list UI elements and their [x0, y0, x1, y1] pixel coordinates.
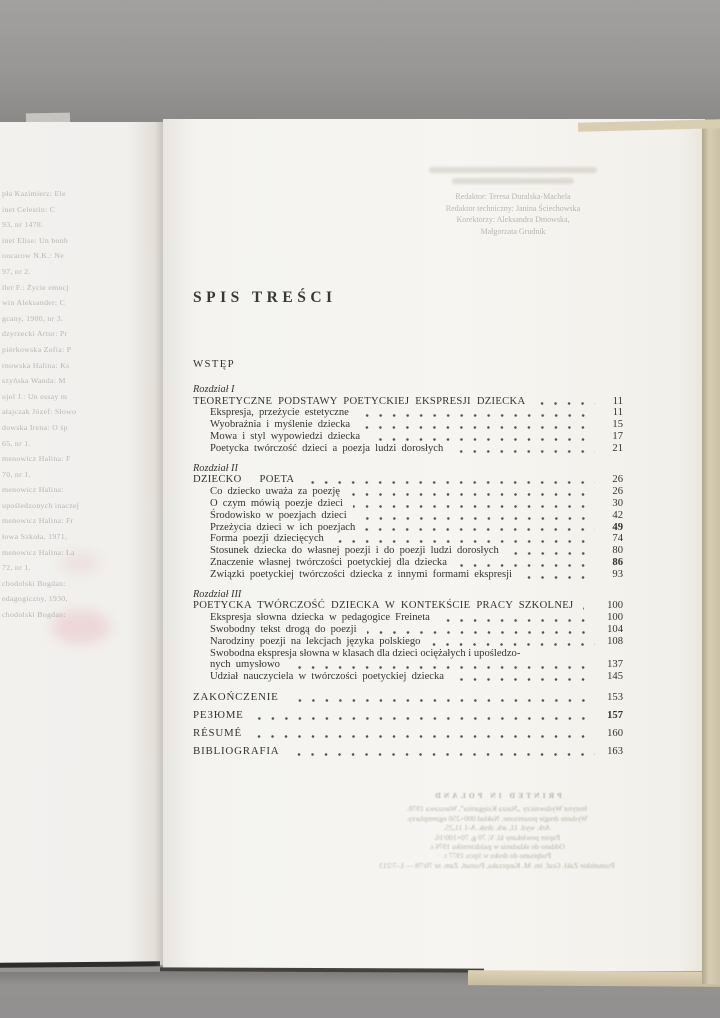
illegible-bleedthrough-line [452, 178, 574, 184]
toc-entry [193, 474, 623, 486]
toc-entry [193, 557, 623, 569]
print-info-line: Podpisano do druku w lipcu 1977 r. [442, 851, 552, 861]
bleedthrough-fragment: chodolski Bogdan: [2, 578, 66, 588]
toc-entry-page: 160 [607, 728, 623, 740]
book-fore-edge [702, 127, 720, 984]
toc-backmatter [193, 692, 623, 758]
dot-leader [357, 517, 595, 520]
bleedthrough-fragment: dzyrzecki Artur: Pr [2, 329, 68, 339]
dot-leader [290, 666, 595, 669]
toc-entry [193, 486, 623, 498]
toc-entry [193, 569, 623, 581]
toc-entry-page: 145 [607, 671, 623, 683]
toc-entry-page: 15 [612, 419, 623, 431]
print-info-line: Poznańskie Zakł. Graf. im. M. Kasprzaka, Poznań. Zam. nr 70/78 — L-7/213 [379, 860, 615, 870]
toc-entry-label: Forma poezji dziecięcych [210, 533, 324, 545]
toc-entry-label: Ekspresja słowna dziecka w pedagogice Freineta [210, 612, 430, 624]
toc-entry [193, 419, 623, 431]
toc-entry-page: 108 [607, 635, 623, 647]
dot-leader [453, 450, 595, 453]
toc-entry-label: Ekspresja, przeżycie estetyczne [210, 407, 349, 419]
chapter-items [193, 407, 623, 454]
print-info-line: Oddano do składania w październiku 1976 r. [429, 842, 565, 852]
toc-entry-label: TEORETYCZNE PODSTAWY POETYCKIEJ EKSPRESJI DZIECKA [193, 395, 526, 407]
toc-entry [193, 600, 623, 612]
toc-entry-page: 100 [607, 600, 623, 612]
toc-entry [193, 624, 623, 636]
toc-entry-page: 42 [612, 509, 623, 521]
print-info-line: Papier powlekany kl. V, 70 g, 70×100/16. [433, 832, 561, 842]
toc-entry-label: Stosunek dziecka do własnej poezji i do poezji ludzi dorosłych [210, 545, 499, 557]
dot-leader [509, 552, 595, 555]
chapter-kicker: Rozdział II [193, 462, 238, 474]
left-page-bottom-edge [0, 961, 160, 967]
toc-entry [193, 671, 623, 683]
print-info-line: Instytut Wydawniczy „Nasza Księgarnia”, Warszawa 1978. [406, 804, 588, 814]
dot-leader [254, 717, 595, 720]
bleedthrough-fragment: menowicz Halina: Fr [2, 516, 74, 526]
dot-leader [365, 528, 595, 531]
toc-entry-label: nych umysłowo [210, 659, 280, 671]
dot-leader [334, 540, 595, 543]
bleedthrough-fragment: ller F.: Życie emocj [2, 282, 69, 292]
toc-entry-page: 26 [612, 474, 623, 486]
dot-leader [440, 619, 595, 622]
bleedthrough-fragment: menowicz Halina: [2, 485, 64, 495]
toc-entry-label: Co dziecko uważa za poezję [210, 486, 340, 498]
bleedthrough-fragment: oncarow N.K.: Ne [2, 251, 64, 261]
toc-entry-label: Swobodna ekspresja słowna w klasach dla dzieci ociężałych i upośledzo- [210, 647, 521, 659]
toc-intro-label: WSTĘP [193, 358, 235, 370]
bleedthrough-fragment: win Aleksander: C [2, 298, 66, 308]
bleedthrough-fragment: menowicz Halina: La [2, 547, 75, 557]
toc-entry-page: 153 [607, 691, 623, 703]
scanner-background-top [0, 0, 720, 123]
toc-entry-label: DZIECKO POETA [193, 474, 295, 486]
toc [193, 359, 623, 764]
bleedthrough-fragment: 93, nr 1478. [2, 220, 44, 230]
bleedthrough-fragment: upośledzonych inaczej [2, 500, 80, 510]
illegible-bleedthrough-line [429, 167, 597, 173]
toc-chapter [193, 589, 623, 683]
dot-leader [367, 631, 595, 634]
toc-entry-page: 163 [607, 746, 623, 758]
bleedthrough-fragment: ałajczak Józef: Słowo [2, 407, 77, 417]
toc-entry-label: РЕЗЮМЕ [193, 709, 244, 722]
toc-entry-label: RÉSUMÉ [193, 727, 242, 740]
pink-stain [52, 610, 110, 644]
bleedthrough-fragment: 72, nr 1. [2, 563, 31, 573]
toc-chapter [193, 463, 623, 581]
bleedthrough-fragment: 97, nr 2. [2, 266, 31, 276]
print-info-mirrored [313, 791, 681, 870]
toc-entry-label: BIBLIOGRAFIA [193, 745, 280, 758]
bleedthrough-fragment: dowska Irena: O śp [2, 422, 68, 432]
toc-intro-entry [193, 359, 623, 371]
chapter-items [193, 486, 623, 580]
bleedthrough-fragment: inet Elise: Un bonh [2, 235, 69, 245]
toc-entry [193, 443, 623, 455]
chapter-items [193, 612, 623, 683]
toc-entry-label: Mowa i styl wypowiedzi dziecka [210, 430, 361, 442]
publisher-credits [363, 167, 663, 237]
dot-leader [289, 753, 595, 756]
toc-entry [193, 545, 623, 557]
toc-entry-page: 137 [607, 659, 623, 671]
print-info-line: Wydanie drugie poszerzone. Nakład 000+250 egzemplarzy. [406, 813, 588, 823]
bleedthrough-fragment: rnowska Halina: Ks [2, 360, 70, 370]
bleedthrough-fragment: 65, nr 1. [2, 438, 31, 448]
toc-entry-page: 11 [612, 407, 623, 419]
toc-entry-label: Udział nauczyciela w twórczości poetyckiej dziecka [210, 671, 444, 683]
toc-entry-page: 30 [612, 497, 623, 509]
dot-leader [583, 607, 595, 610]
bleedthrough-fragment: inet Celestin: C [2, 204, 56, 214]
dot-leader [360, 426, 595, 429]
bleedthrough-fragment: szyńska Wanda: M [2, 376, 66, 386]
bleedthrough-fragment: 70, nr 1. [2, 469, 31, 479]
toc-entry [193, 636, 623, 648]
dot-leader [289, 699, 595, 702]
toc-entry-label: Znaczenie własnej twórczości poetyckiej dla dziecka [210, 556, 447, 568]
toc-entry [193, 746, 623, 758]
toc-entry-page: 11 [612, 395, 623, 407]
toc-entry-label: Wyobraźnia i myślenie dziecka [210, 419, 351, 431]
publisher-credit-lines [363, 191, 663, 237]
toc-entry-label: Środowisko w poezjach dzieci [210, 509, 347, 521]
toc-entry-page: 26 [612, 486, 623, 498]
bleedthrough-fragment: ujol J.: Un essay m [2, 391, 68, 401]
dot-leader [304, 481, 595, 484]
toc-entry [193, 396, 623, 408]
toc-entry-page: 100 [607, 612, 623, 624]
toc-entry-label: O czym mówią poezje dzieci [210, 497, 343, 509]
toc-entry [193, 498, 623, 510]
publisher-credit-line: Korektorzy: Aleksandra Dmowska, [456, 215, 570, 225]
toc-entry-page: 86 [612, 556, 623, 568]
pink-stain [60, 552, 100, 574]
toc-entry-page: 157 [607, 710, 623, 722]
toc-entry-label: Związki poetyckiej twórczości dziecka z innymi formami ekspresji [210, 568, 512, 580]
toc-page [163, 119, 705, 971]
publisher-credit-line: Redaktor: Teresa Duralska-Machela [455, 192, 571, 201]
toc-entry-page: 80 [612, 545, 623, 557]
toc-entry [193, 510, 623, 522]
print-info-line: PRINTED IN POLAND [432, 791, 562, 800]
toc-entry-page: 74 [612, 533, 623, 545]
dot-leader [350, 493, 595, 496]
chapter-kicker: Rozdział III [193, 588, 242, 600]
toc-entry-label: Poetycka twórczość dzieci a poezja ludzi dorosłych [210, 442, 444, 454]
toc-entry [193, 407, 623, 419]
toc-entry [193, 710, 623, 722]
bleedthrough-fragment: piórkowska Zofia: P [2, 344, 72, 354]
dot-leader [457, 564, 595, 567]
toc-entry-page: 104 [607, 623, 623, 635]
bleedthrough-fragment: gcany, 1900, nr 3. [2, 313, 64, 323]
dot-leader [430, 643, 595, 646]
publisher-credit-line: Małgorzata Grudnik [480, 226, 546, 236]
toc-entry-page: 49 [612, 521, 623, 533]
toc-entry [193, 612, 623, 624]
print-info-line: Ark. wyd. 11, ark. druk. A-1 11,25. [443, 823, 551, 833]
dot-leader [370, 438, 595, 441]
toc-entry-label: POETYCKA TWÓRCZOŚĆ DZIECKA W KONTEKŚCIE PRACY SZKOLNEJ [193, 600, 574, 612]
toc-entry-label: Swobodny tekst drogą do poezji [210, 623, 357, 635]
book-block-bottom-edge [468, 970, 720, 987]
bleedthrough-fragment: chodolski Bogdan: [2, 610, 66, 620]
dot-leader [454, 678, 595, 681]
dot-leader [522, 576, 595, 579]
toc-entry [193, 659, 623, 671]
toc-entry-page: 17 [612, 430, 623, 442]
bleedthrough-fragment: edagogiczny, 1930, [2, 594, 68, 604]
toc-entry-page: 93 [612, 568, 623, 580]
page-title: SPIS TREŚCI [193, 289, 337, 306]
toc-entry-label: ZAKOŃCZENIE [193, 690, 279, 703]
dot-leader [353, 505, 595, 508]
toc-entry-page: 21 [612, 442, 623, 454]
publisher-credit-line: Redaktor techniczny: Janina Ściechowska [445, 203, 581, 213]
bleedthrough-fragment: łowa Szkoła, 1971, [2, 532, 68, 542]
chapter-kicker: Rozdział I [193, 383, 235, 395]
toc-entry-label: Przeżycia dzieci w ich poezjach [210, 521, 356, 533]
toc-chapters [193, 384, 623, 683]
bleedthrough-fragment: menowicz Halina: F [2, 454, 71, 464]
toc-entry [193, 533, 623, 545]
toc-entry [193, 522, 623, 534]
dot-leader [359, 414, 595, 417]
toc-chapter [193, 384, 623, 455]
toc-entry [193, 431, 623, 443]
dot-leader [535, 402, 595, 405]
toc-entry [193, 692, 623, 704]
dot-leader [252, 735, 595, 738]
bleedthrough-fragment: pła Kazimierz: Ele [2, 189, 66, 198]
toc-entry [193, 728, 623, 740]
facing-page [0, 122, 163, 965]
toc-entry-label: Narodziny poezji na lekcjach języka polskiego [210, 635, 421, 647]
